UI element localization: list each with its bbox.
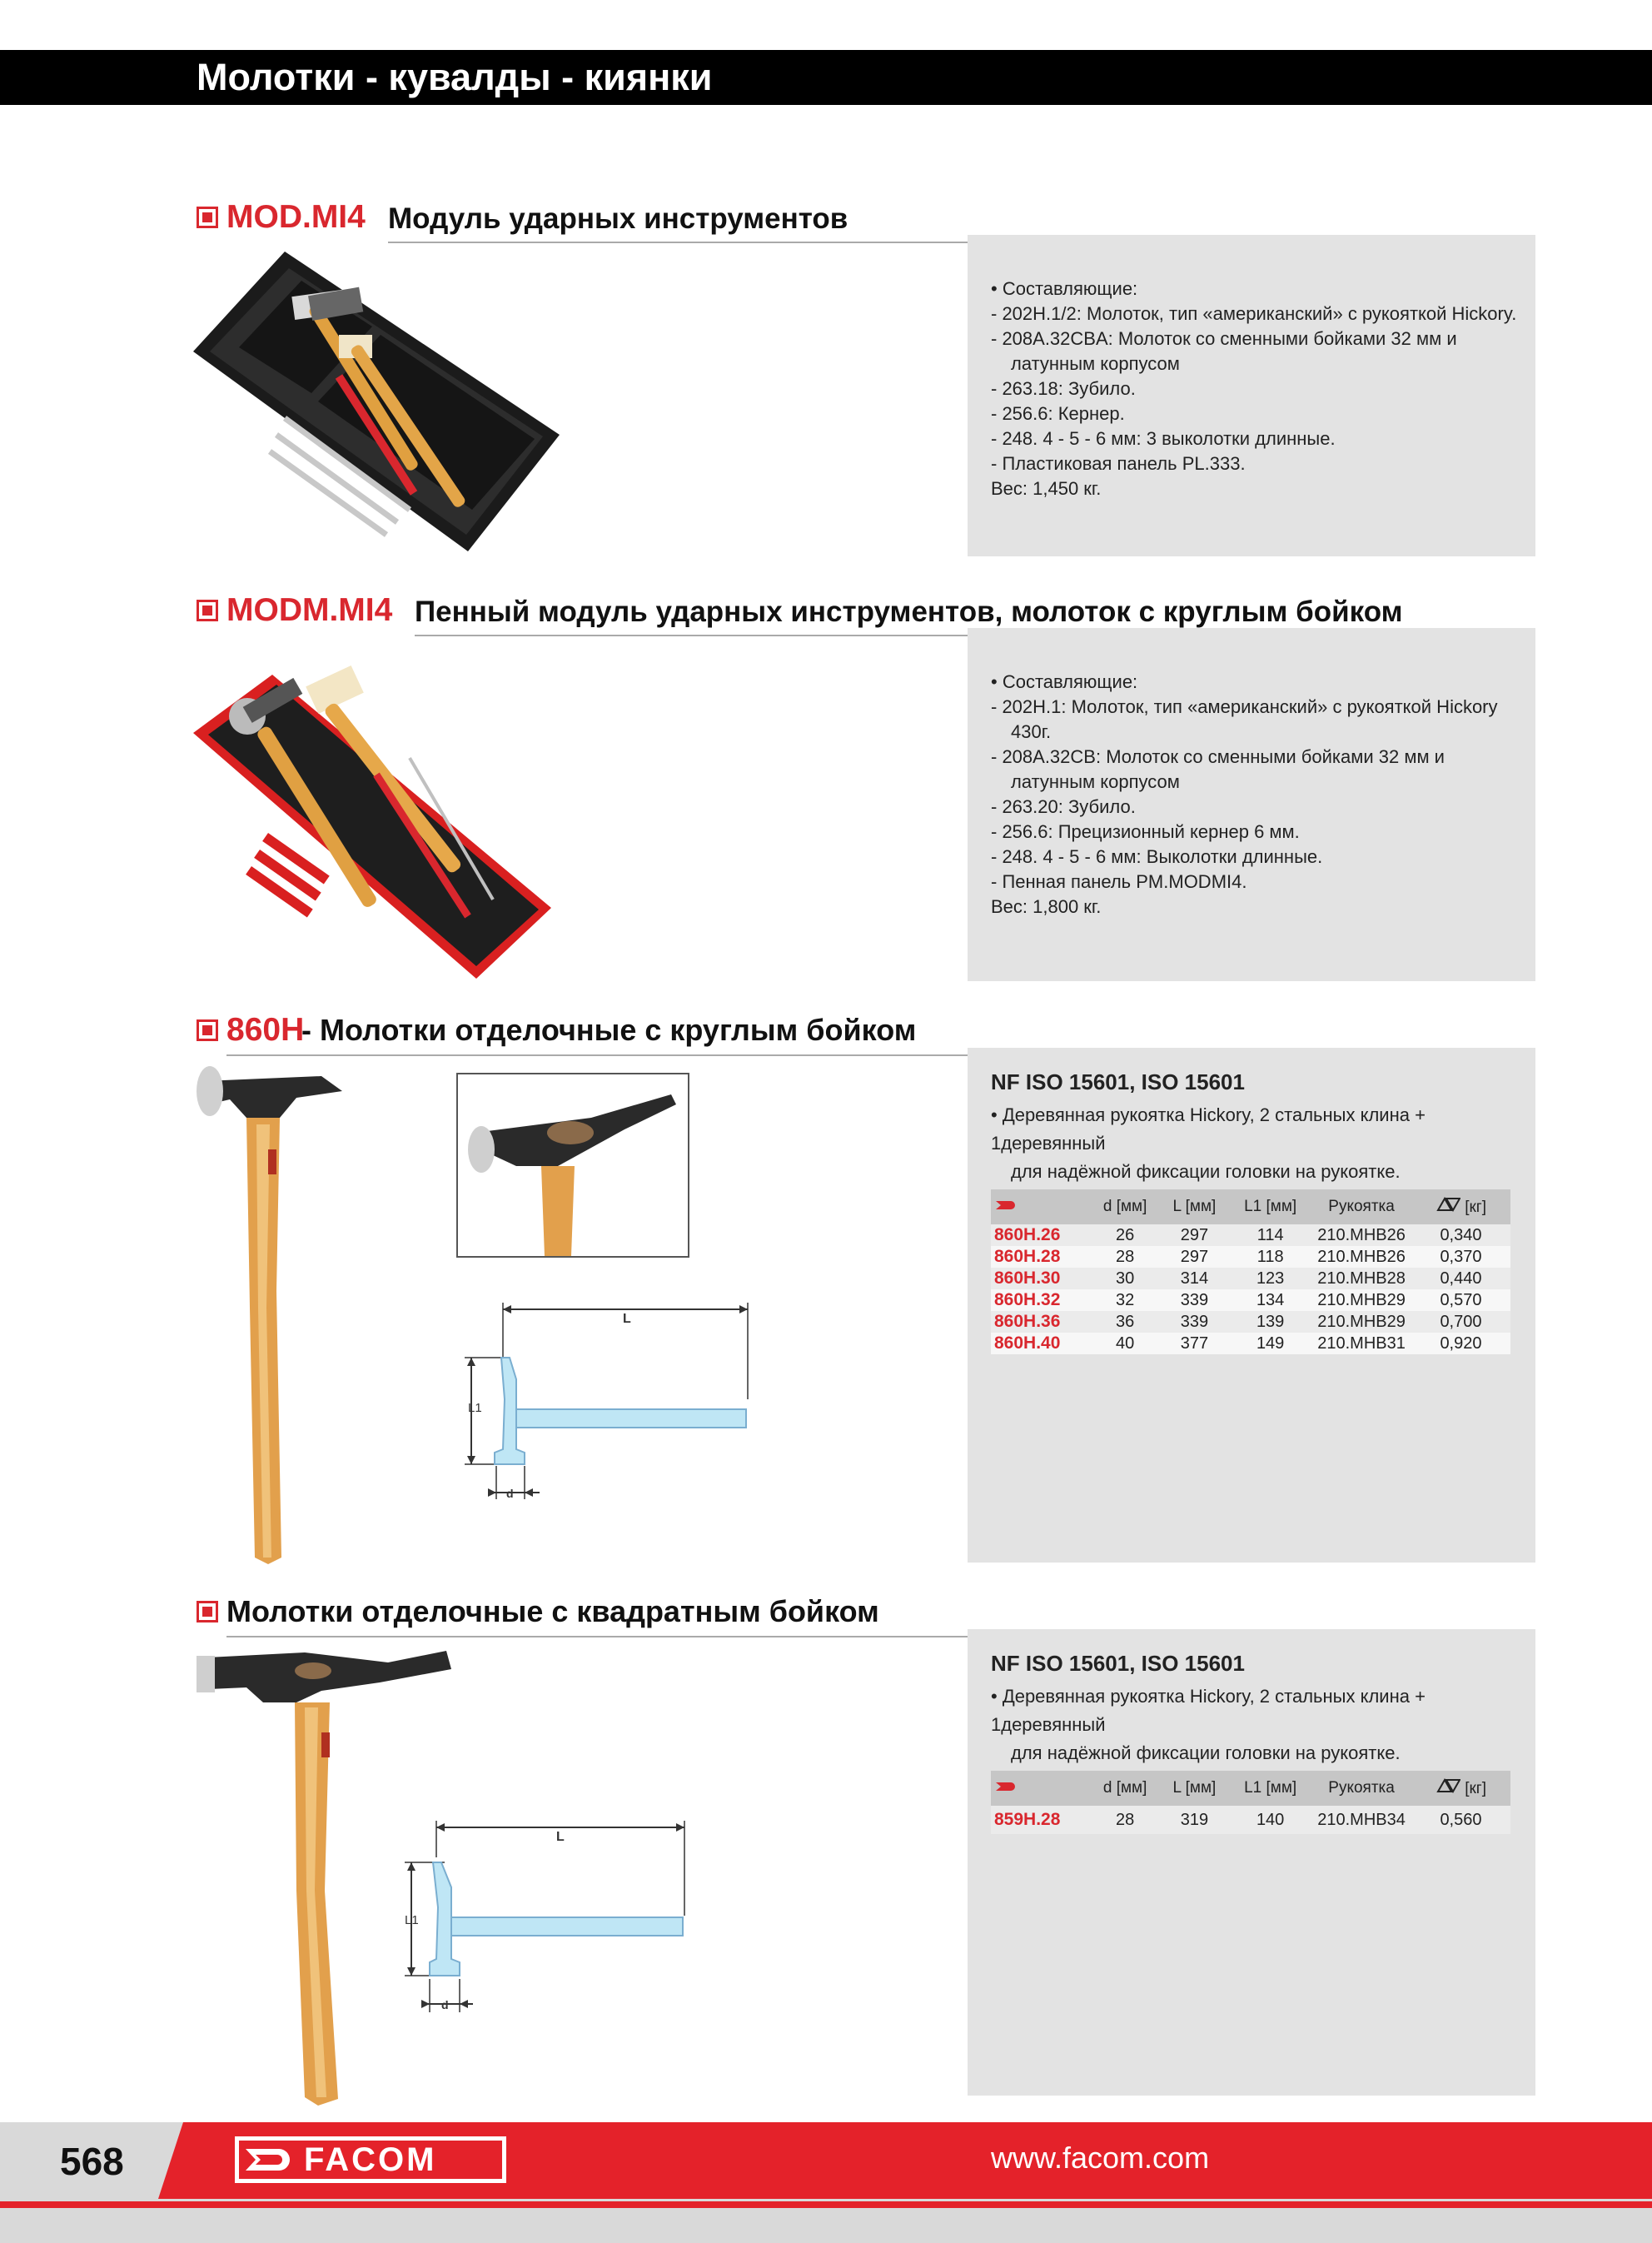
info-panel-modm-mi4: [968, 628, 1535, 981]
dimension-L1-label: L1: [468, 1401, 482, 1415]
list-item: • Составляющие:: [991, 278, 1138, 299]
website-link[interactable]: www.facom.com: [991, 2141, 1210, 2175]
weight-icon: [1436, 1197, 1460, 1212]
table-row: [991, 1289, 1510, 1311]
reference-icon: [991, 1189, 1090, 1224]
table-cell: 0,440: [1411, 1268, 1510, 1289]
reference-code: 860H.28: [991, 1246, 1090, 1268]
dimension-d-label: d: [441, 1998, 449, 2011]
weight-icon: [1436, 1778, 1460, 1793]
table-cell: 30: [1090, 1268, 1159, 1289]
table-cell: 134: [1229, 1289, 1311, 1311]
hammer-dimension-diagram: [458, 1299, 758, 1508]
foam-module-tray-photo: [193, 641, 560, 983]
list-item: - Пенная панель PM.MODMI4.: [991, 871, 1247, 892]
description-line: для надёжной фиксации головки на рукоятке.: [1011, 1742, 1401, 1763]
spec-table-860h: [991, 1189, 1510, 1354]
dimension-L1-label: L1: [405, 1913, 419, 1927]
list-item: Вес: 1,450 кг.: [991, 478, 1102, 499]
weight-column-header: [1411, 1771, 1510, 1806]
brand-name: FACOM: [304, 2141, 437, 2178]
description: [991, 1101, 1535, 1186]
column-header: L [мм]: [1160, 1189, 1229, 1224]
description-line: • Деревянная рукоятка Hickory, 2 стальных клина + 1деревянный: [991, 1686, 1426, 1735]
header-bar: [0, 50, 1652, 105]
section-title: Модуль ударных инструментов: [388, 202, 848, 235]
column-header: L1 [мм]: [1229, 1189, 1311, 1224]
table-cell: 28: [1090, 1246, 1159, 1268]
list-item: - 263.18: Зубило.: [991, 378, 1136, 399]
column-header: L1 [мм]: [1229, 1771, 1311, 1806]
facom-logo: [235, 2136, 506, 2183]
table-cell: 210.MHB28: [1311, 1268, 1411, 1289]
product-code: MODM.MI4: [226, 592, 393, 628]
reference-icon: [991, 1771, 1090, 1806]
info-panel-860h: [968, 1048, 1535, 1563]
table-header-row: [991, 1189, 1510, 1224]
reference-code: 860H.36: [991, 1311, 1090, 1333]
list-item: • Составляющие:: [991, 671, 1138, 692]
column-header: d [мм]: [1090, 1189, 1159, 1224]
column-header: d [мм]: [1090, 1771, 1159, 1806]
table-cell: 0,560: [1411, 1806, 1510, 1834]
table-cell: 319: [1160, 1806, 1229, 1834]
section-marker-icon: [197, 600, 218, 621]
column-header: Рукоятка: [1311, 1189, 1411, 1224]
list-item: - 248. 4 - 5 - 6 мм: Выколотки длинные.: [991, 846, 1323, 867]
dimension-L-label: L: [556, 1830, 565, 1844]
description: [991, 1682, 1535, 1767]
table-cell: 0,570: [1411, 1289, 1510, 1311]
list-item: - 256.6: Кернер.: [991, 403, 1125, 424]
table-cell: 210.MHB31: [1311, 1333, 1411, 1354]
hammer-head-detail-photo: [456, 1073, 689, 1258]
tool-module-tray-photo: [193, 243, 560, 560]
table-cell: 26: [1090, 1224, 1159, 1246]
table-cell: 114: [1229, 1224, 1311, 1246]
footer-stripe: [0, 2201, 1652, 2208]
table-row: [991, 1246, 1510, 1268]
standard-label: NF ISO 15601, ISO 15601: [991, 1651, 1245, 1676]
column-header: [кг]: [1465, 1199, 1487, 1216]
list-item: - 208A.32CB: Молоток со сменными бойками 32 мм и: [991, 746, 1445, 767]
list-item: - 248. 4 - 5 - 6 мм: 3 выколотки длинные.: [991, 428, 1336, 449]
info-panel-mod-mi4: [968, 235, 1535, 556]
weight-column-header: [1411, 1189, 1510, 1224]
table-cell: 140: [1229, 1806, 1311, 1834]
table-row: [991, 1806, 1510, 1834]
info-panel-859h: [968, 1629, 1535, 2096]
table-row: [991, 1333, 1510, 1354]
list-item: - 202H.1: Молоток, тип «американский» с рукояткой Hickory: [991, 696, 1498, 717]
column-header: Рукоятка: [1311, 1771, 1411, 1806]
reference-code: 860H.40: [991, 1333, 1090, 1354]
list-item: - Пластиковая панель PL.333.: [991, 453, 1246, 474]
list-item: - 208A.32CBA: Молоток со сменными бойками 32 мм и: [991, 328, 1457, 349]
column-header: L [мм]: [1160, 1771, 1229, 1806]
list-item: - 256.6: Прецизионный кернер 6 мм.: [991, 821, 1300, 842]
table-cell: 377: [1160, 1333, 1229, 1354]
table-cell: 297: [1160, 1246, 1229, 1268]
table-cell: 210.MHB34: [1311, 1806, 1411, 1834]
dimension-d-label: d: [506, 1487, 514, 1500]
table-cell: 0,700: [1411, 1311, 1510, 1333]
table-cell: 118: [1229, 1246, 1311, 1268]
table-cell: 123: [1229, 1268, 1311, 1289]
table-row: [991, 1268, 1510, 1289]
table-cell: 339: [1160, 1311, 1229, 1333]
list-item: - 263.20: Зубило.: [991, 796, 1136, 817]
table-header-row: [991, 1771, 1510, 1806]
table-cell: 210.MHB26: [1311, 1246, 1411, 1268]
reference-code: 860H.26: [991, 1224, 1090, 1246]
table-cell: 210.MHB29: [1311, 1289, 1411, 1311]
description-line: • Деревянная рукоятка Hickory, 2 стальных клина + 1деревянный: [991, 1104, 1426, 1154]
table-cell: 139: [1229, 1311, 1311, 1333]
reference-code: 860H.32: [991, 1289, 1090, 1311]
section-title: Пенный модуль ударных инструментов, молоток с круглым бойком: [415, 596, 1403, 628]
product-code: MOD.MI4: [226, 199, 366, 235]
page-number: 568: [60, 2140, 124, 2183]
section-marker-icon: [197, 1019, 218, 1041]
reference-code: 860H.30: [991, 1268, 1090, 1289]
list-item: 430г.: [1011, 721, 1052, 742]
page-title: Молотки - кувалды - киянки: [197, 56, 713, 98]
list-item: - 202H.1/2: Молоток, тип «американский» с рукояткой Hickory.: [991, 303, 1517, 324]
table-row: [991, 1311, 1510, 1333]
product-code: 860H: [226, 1012, 305, 1048]
table-cell: 339: [1160, 1289, 1229, 1311]
component-list: [991, 277, 1516, 501]
section-title: Молотки отделочные с квадратным бойком: [226, 1594, 879, 1628]
section-marker-icon: [197, 207, 218, 228]
table-cell: 28: [1090, 1806, 1159, 1834]
table-cell: 0,340: [1411, 1224, 1510, 1246]
table-cell: 0,370: [1411, 1246, 1510, 1268]
table-cell: 314: [1160, 1268, 1229, 1289]
description-line: для надёжной фиксации головки на рукоятке.: [1011, 1161, 1401, 1182]
table-cell: 0,920: [1411, 1333, 1510, 1354]
hammer-dimension-diagram: [396, 1816, 696, 2032]
table-cell: 210.MHB29: [1311, 1311, 1411, 1333]
table-cell: 210.MHB26: [1311, 1224, 1411, 1246]
section-title: - Молотки отделочные с круглым бойком: [301, 1013, 917, 1047]
column-header: [кг]: [1465, 1780, 1487, 1797]
hammer-round-face-photo: [197, 1058, 346, 1566]
table-row: [991, 1224, 1510, 1246]
table-cell: 40: [1090, 1333, 1159, 1354]
section-marker-icon: [197, 1601, 218, 1622]
facom-wrench-icon: [244, 2146, 296, 2174]
table-cell: 149: [1229, 1333, 1311, 1354]
table-cell: 297: [1160, 1224, 1229, 1246]
spec-table-859h: [991, 1771, 1510, 1834]
table-cell: 32: [1090, 1289, 1159, 1311]
reference-code: 859H.28: [991, 1806, 1090, 1834]
standard-label: NF ISO 15601, ISO 15601: [991, 1069, 1245, 1094]
component-list: [991, 670, 1498, 920]
table-cell: 36: [1090, 1311, 1159, 1333]
list-item: латунным корпусом: [1011, 771, 1180, 792]
list-item: латунным корпусом: [1011, 353, 1180, 374]
list-item: Вес: 1,800 кг.: [991, 896, 1102, 917]
dimension-L-label: L: [623, 1312, 631, 1326]
